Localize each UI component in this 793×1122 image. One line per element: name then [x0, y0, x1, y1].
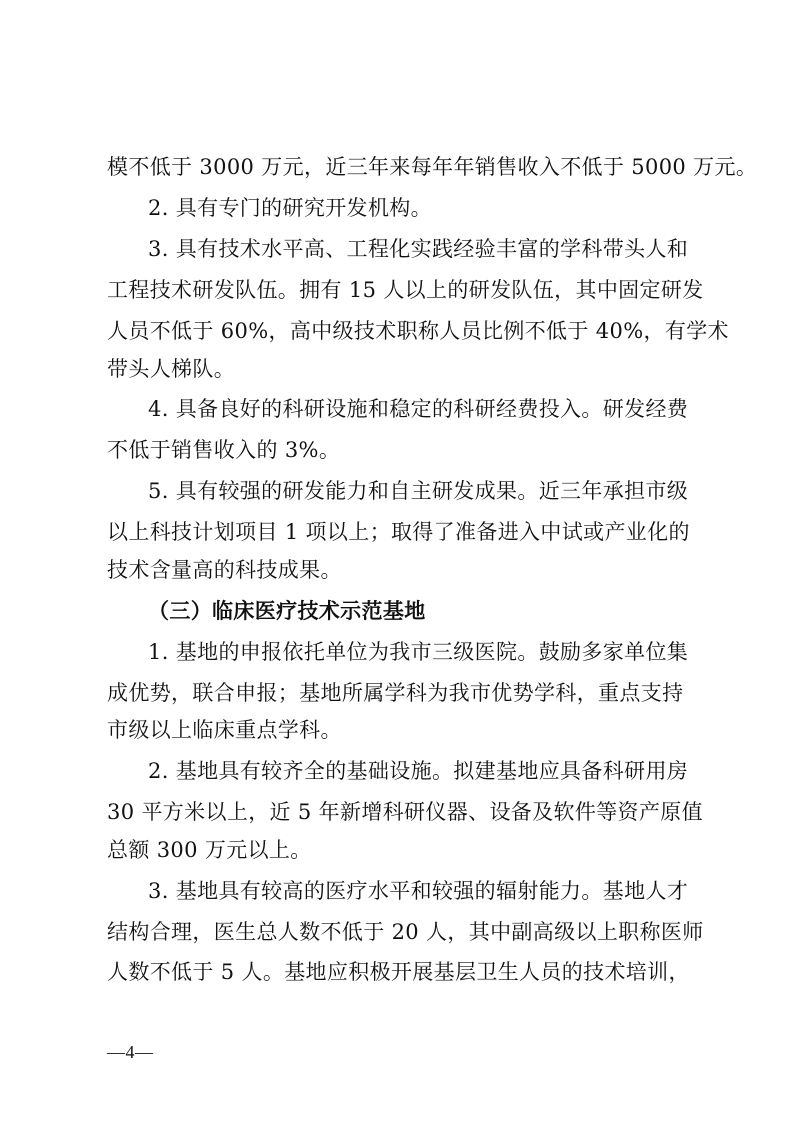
paragraph-line: 3. 基地具有较高的医疗水平和较强的辐射能力。基地人才	[148, 879, 689, 903]
paragraph-line: 3. 具有技术水平高、工程化实践经验丰富的学科带头人和	[148, 237, 689, 261]
paragraph-line: 5. 具有较强的研发能力和自主研发成果。近三年承担市级	[148, 479, 689, 503]
paragraph-line: 技术含量高的科技成果。	[107, 558, 342, 582]
paragraph-line: 成优势，联合申报；基地所属学科为我市优势学科，重点支持	[107, 681, 684, 705]
paragraph-line: 30 平方米以上，近 5 年新增科研仪器、设备及软件等资产原值	[107, 800, 703, 824]
paragraph-line: 2. 基地具有较齐全的基础设施。拟建基地应具备科研用房	[148, 759, 689, 783]
paragraph-line: 1. 基地的申报依托单位为我市三级医院。鼓励多家单位集	[148, 640, 689, 664]
paragraph-line: 带头人梯队。	[107, 357, 236, 381]
paragraph-line: 人数不低于 5 人。基地应积极开展基层卫生人员的技术培训，	[107, 960, 690, 984]
paragraph-line: 市级以上临床重点学科。	[107, 718, 342, 742]
page-number: —4—	[107, 1042, 154, 1062]
paragraph-line: 模不低于 3000 万元，近三年来每年年销售收入不低于 5000 万元。	[107, 155, 758, 179]
paragraph-line: 以上科技计划项目 1 项以上；取得了准备进入中试或产业化的	[107, 520, 690, 544]
paragraph-line: 不低于销售收入的 3%。	[107, 438, 341, 462]
paragraph-line: 结构合理，医生总人数不低于 20 人，其中副高级以上职称医师	[107, 920, 704, 944]
paragraph-line: 2. 具有专门的研究开发机构。	[148, 196, 432, 220]
paragraph-line: 人员不低于 60%，高中级技术职称人员比例不低于 40%，有学术	[107, 319, 729, 343]
paragraph-line: 工程技术研发队伍。拥有 15 人以上的研发队伍，其中固定研发	[107, 278, 704, 302]
paragraph-line: 4. 具备良好的科研设施和稳定的科研经费投入。研发经费	[148, 397, 689, 421]
section-heading: （三）临床医疗技术示范基地	[148, 599, 426, 623]
paragraph-line: 总额 300 万元以上。	[107, 838, 312, 862]
